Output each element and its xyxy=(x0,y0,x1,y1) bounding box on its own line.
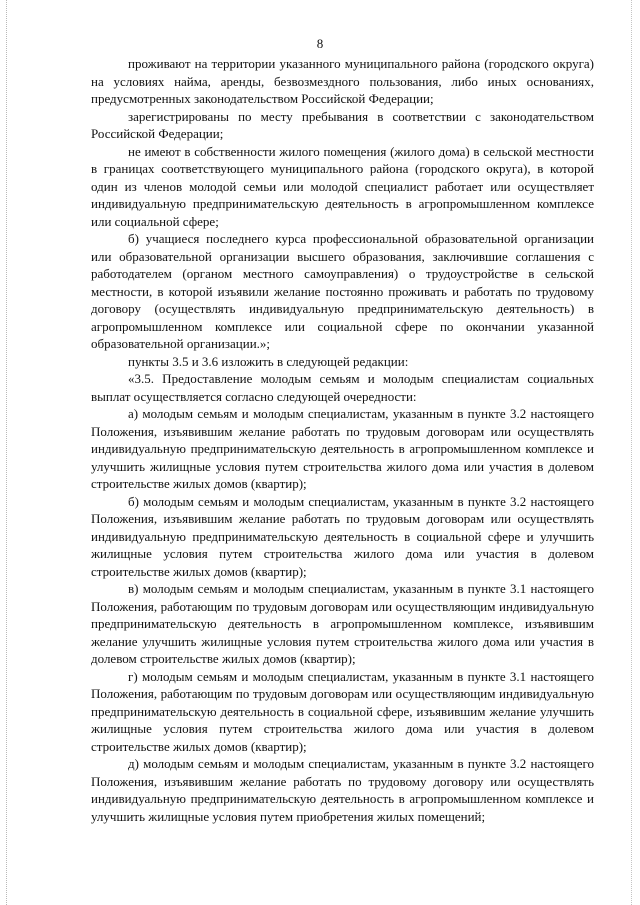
scan-edge-right xyxy=(631,0,632,905)
scan-edge-left xyxy=(6,0,7,905)
paragraph-item-v: в) молодым семьям и молодым специалистам, указанным в пункте 3.1 настоящего Положения, работающим по трудовым договорам или осуществляющим индивидуальную предпринимательскую деятельность в агропромышленном комплексе, изъявившим желание улучшить жилищные условия путем строительства жилого дома или участия в долевом строительстве жилых домов (квартир); xyxy=(91,581,594,666)
page-number: 8 xyxy=(316,36,324,51)
paragraph-amendment-intro: пункты 3.5 и 3.6 изложить в следующей редакции: xyxy=(128,353,409,369)
paragraph-item-b: б) молодым семьям и молодым специалистам, указанным в пункте 3.2 настоящего Положения, изъявившим желание работать по трудовым договорам или осуществлять индивидуальную предпринимательскую деятельность в социальной сфере и улучшить жилищные условия путем строительства жилого дома или участия в долевом строительстве жилых домов (квартир); xyxy=(91,493,594,579)
document-body xyxy=(91,55,594,825)
paragraph-registration: зарегистрированы по месту пребывания в соответствии с законодательством Российской Федерации; xyxy=(91,108,594,141)
paragraph-residence: проживают на территории указанного муниципального района (городского округа) на условиях найма, аренды, безвозмездного пользования, либо иных основаниях, предусмотренных законодательством Российской Федерации; xyxy=(91,56,594,106)
paragraph-students: б) учащиеся последнего курса профессиональной образовательной организации или образовательной организации высшего образования, заключившие соглашения с работодателем (органом местного самоуправления) о трудоустройстве в сельской местности, в которой изъявили желание постоянно проживать и работать по трудовому договору (осуществлять индивидуальную предпринимательскую деятельность) в агропромышленном комплексе или социальной сфере по окончании указанной образовательной организации.»; xyxy=(91,231,594,351)
paragraph-no-property: не имеют в собственности жилого помещения (жилого дома) в сельской местности в границах соответствующего муниципального района (городского округа), в которой один из членов молодой семьи или молодой специалист работает или осуществляет индивидуальную предпринимательскую деятельность в агропромышленном комплексе или социальной сфере; xyxy=(91,143,594,229)
paragraph-item-d: д) молодым семьям и молодым специалистам, указанным в пункте 3.2 настоящего Положения, изъявившим желание работать по трудовому договору или осуществлять индивидуальную предпринимательскую деятельность в агропромышленном комплексе и улучшить жилищные условия путем приобретения жилых помещений; xyxy=(91,756,594,824)
paragraph-item-a: а) молодым семьям и молодым специалистам, указанным в пункте 3.2 настоящего Положения, изъявившим желание работать по трудовым договорам или осуществлять индивидуальную предпринимательскую деятельность в агропромышленном комплексе и улучшить жилищные условия путем строительства жилого дома или участия в долевом строительстве жилых домов (квартир); xyxy=(91,406,594,491)
paragraph-clause-3-5: «3.5. Предоставление молодым семьям и молодым специалистам социальных выплат осуществляется согласно следующей очередности: xyxy=(91,371,594,404)
paragraph-item-g: г) молодым семьям и молодым специалистам, указанным в пункте 3.1 настоящего Положения, работающим по трудовым договорам или осуществляющим индивидуальную предпринимательскую деятельность в социальной сфере, изъявившим желание улучшить жилищные условия путем строительства жилого дома или участия в долевом строительстве жилых домов (квартир); xyxy=(91,668,594,754)
